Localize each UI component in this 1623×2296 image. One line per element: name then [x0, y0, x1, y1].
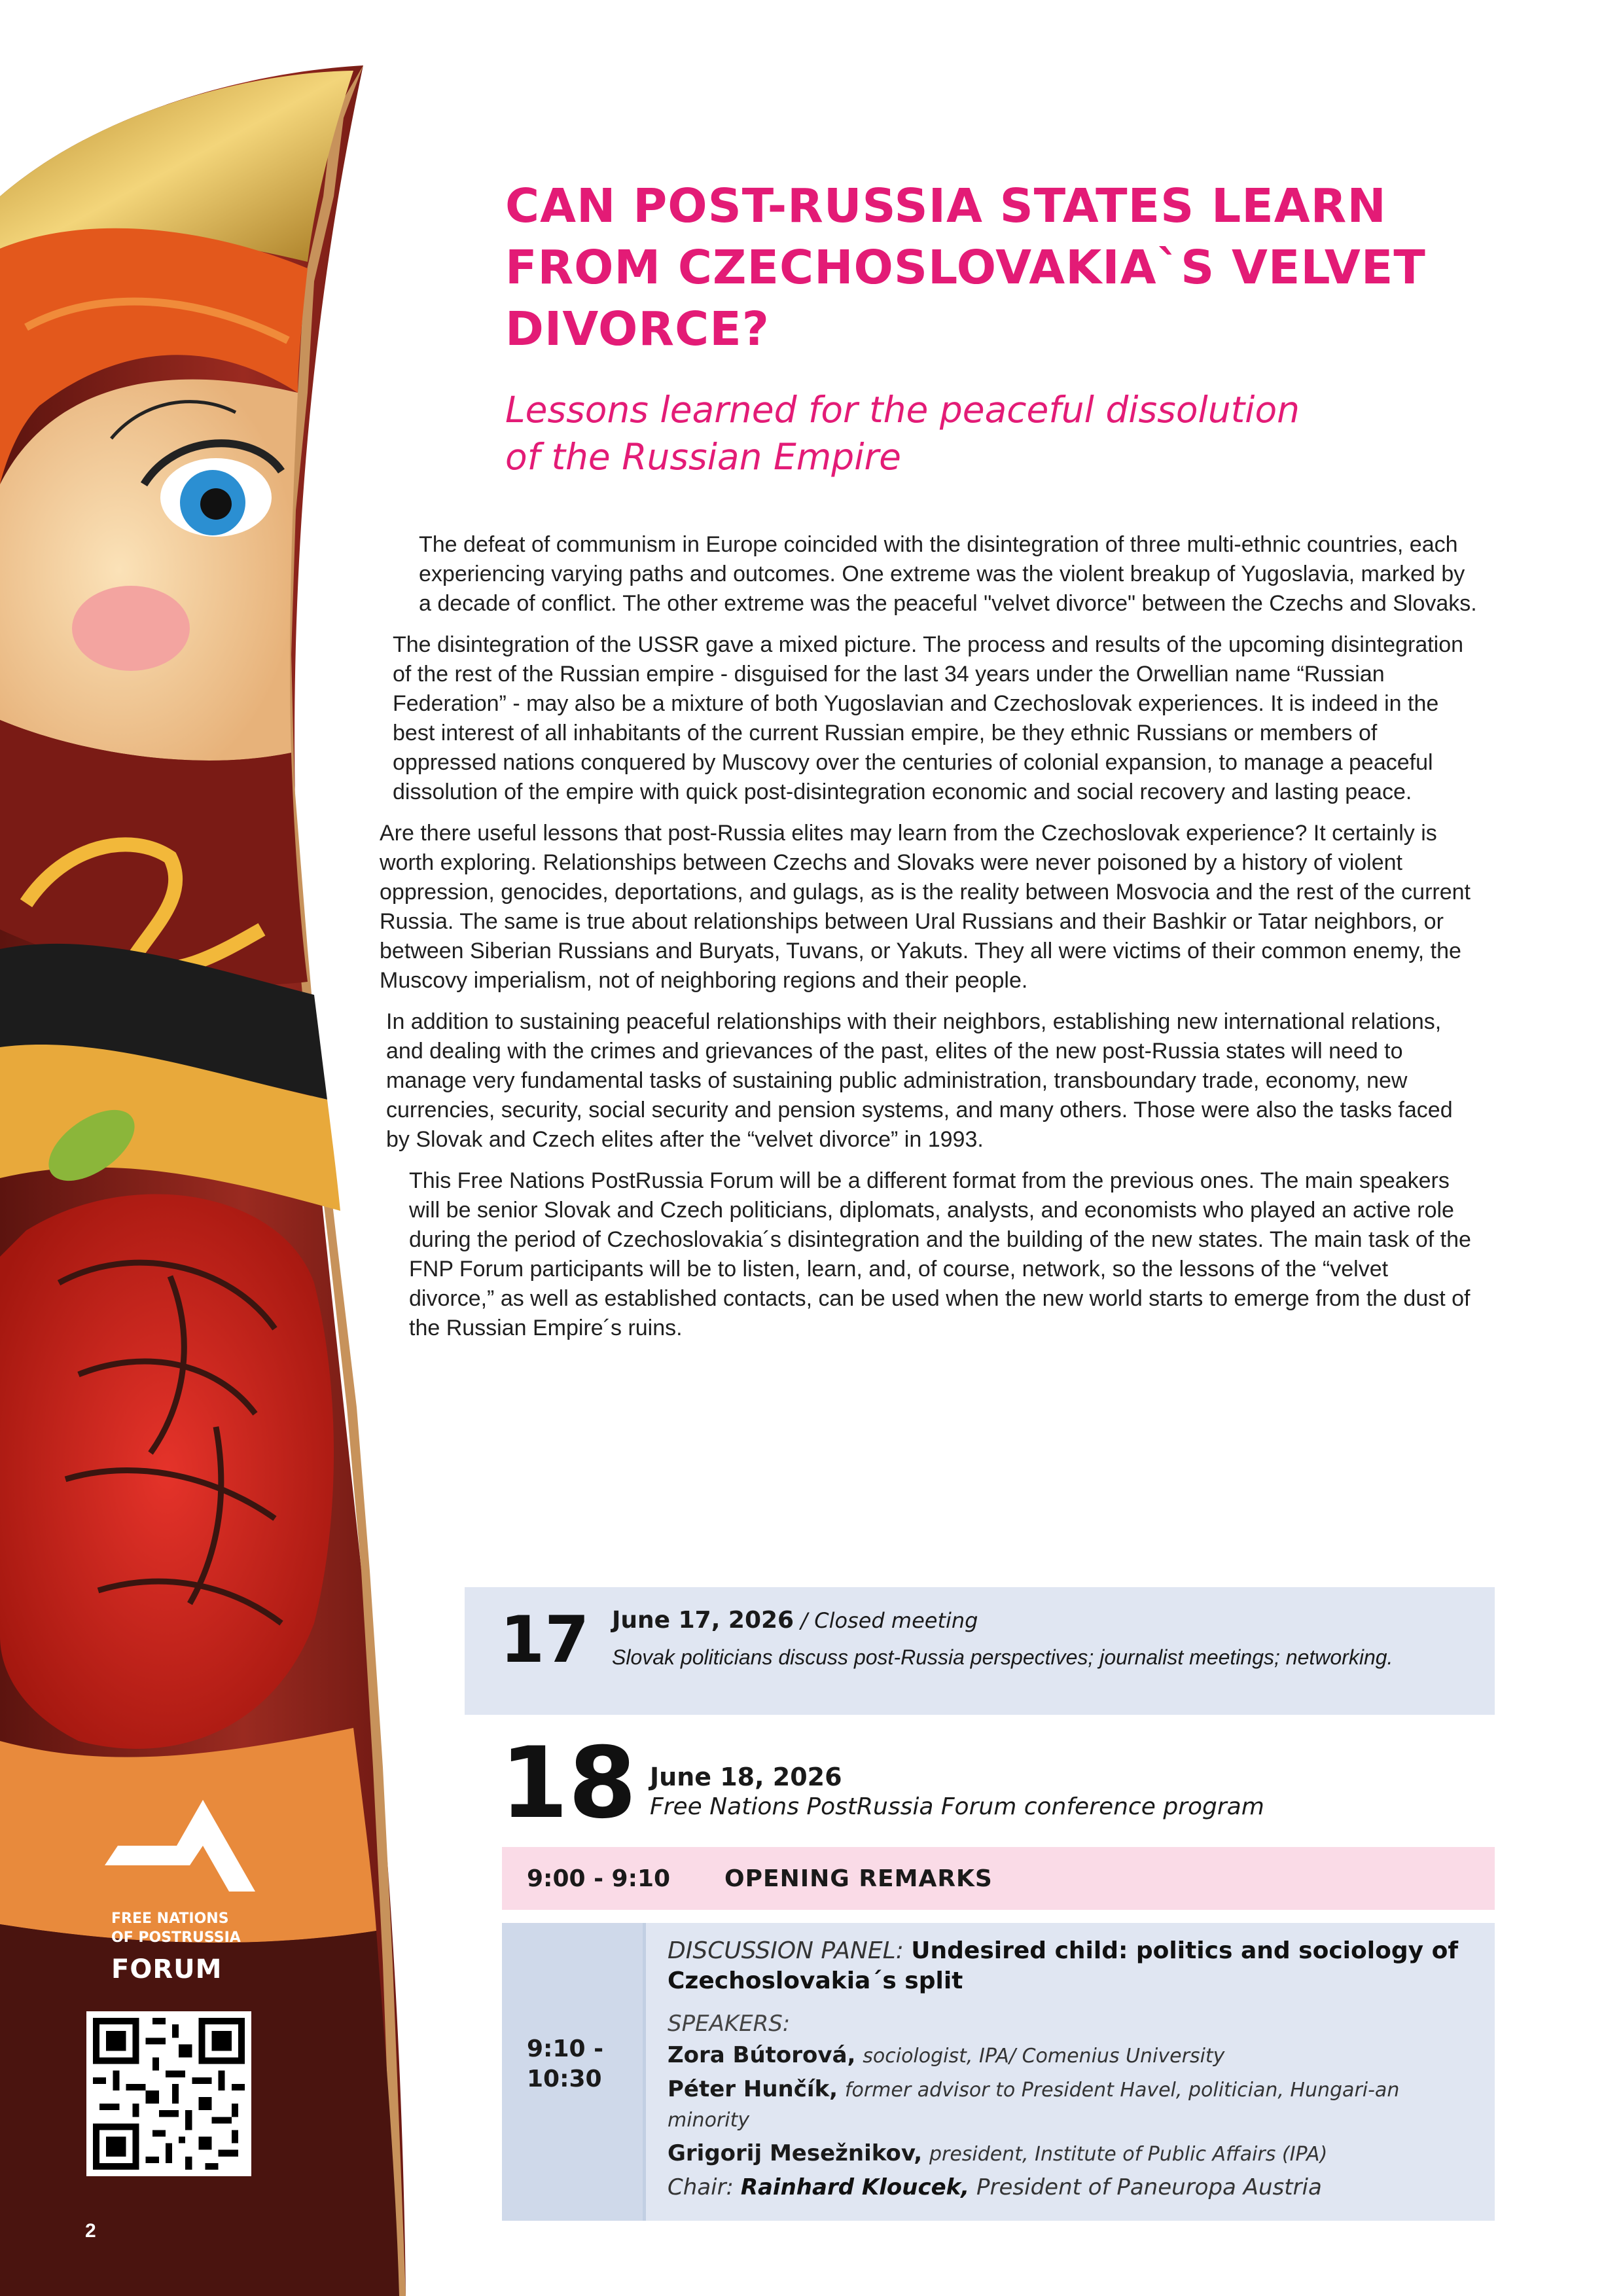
speaker-role: former advisor to President Havel, politician, Hungari-an minority — [668, 2079, 1400, 2132]
logo-line-3: FORUM — [111, 1954, 223, 1985]
opening-remarks-row — [502, 1847, 1495, 1910]
discussion-panel-row — [502, 1923, 1495, 2221]
day-18-description: Free Nations PostRussia Forum conference program — [650, 1793, 1264, 1820]
opening-label: OPENING REMARKS — [724, 1865, 993, 1892]
paragraph: The defeat of communism in Europe coincided with the disintegration of three multi-ethnic countries, each experiencing varying paths and outcomes. One extreme was the violent breakup of Yugoslavia, marked by a decade of conflict. The other extreme was the peaceful "velvet divorce" between the Czechs and Slovaks. — [419, 532, 1477, 616]
panel-title: Undesired child: politics and sociology of Czechoslovakia´s split — [668, 1937, 1458, 1994]
panel-time — [527, 2034, 603, 2094]
chair-label: Chair: — [668, 2174, 741, 2200]
day-17-date-line — [612, 1607, 978, 1634]
opening-time: 9:00 - 9:10 — [527, 1865, 671, 1892]
speaker-name: Péter Hunčík, — [668, 2076, 838, 2102]
subtitle-line-1: Lessons learned for the peaceful dissolution — [505, 389, 1300, 431]
speaker-name: Zora Bútorová, — [668, 2042, 856, 2068]
panel-prefix: DISCUSSION PANEL: — [668, 1937, 912, 1964]
qr-code-icon[interactable] — [86, 2011, 251, 2176]
day-17-date: June 17, 2026 — [612, 1607, 794, 1634]
intro-text — [380, 530, 1479, 1355]
speakers-heading: SPEAKERS: — [668, 2011, 791, 2037]
logo-line-1: FREE NATIONS — [111, 1910, 229, 1927]
paragraph: This Free Nations PostRussia Forum will be a different format from the previous ones. The main speakers will be senior Slovak and Czech politicians, diplomats, analysts, and economists who played an active role during the period of Czechoslovakia´s disintegration and the building of the new states. The main task of the FNP Forum participants will be to listen, learn, and, of course, network, so the lessons of the “velvet divorce,” as well as established contacts, can be used when the new world starts to emerge from the dust of the Russian Empire´s ruins. — [409, 1168, 1471, 1340]
page-subtitle — [505, 386, 1487, 480]
date-separator: / — [794, 1608, 815, 1633]
speaker-role: sociologist, IPA/ Comenius University — [863, 2045, 1225, 2068]
day-17-type: Closed meeting — [814, 1608, 978, 1633]
speaker-item — [668, 2139, 1466, 2169]
panel-time-end: 10:30 — [527, 2066, 602, 2092]
logo-line-2: OF POSTRUSSIA — [111, 1929, 241, 1946]
fnp-forum-logo-icon — [105, 1793, 275, 1905]
paragraph: Are there useful lessons that post-Russia elites may learn from the Czechoslovak experience? It certainly is worth exploring. Relationships between Czechs and Slovaks were never poisoned by a history of violent oppression, genocides, deportations, and gulags, as is the reality between Mosvocia and the rest of the current Russia. The same is true about relationships between Ural Russians and their Bashkir or Tatar neighbors, or between Siberian Russians and Buryats, Tuvans, or Yakuts. They all were victims of their common enemy, the Muscovy imperialism, not of neighboring regions and their people. — [380, 821, 1471, 993]
page-title: CAN POST-RUSSIA STATES LEARN FROM CZECHOSLOVAKIA`S VELVET DIVORCE? — [505, 179, 1426, 356]
paragraph: The disintegration of the USSR gave a mixed picture. The process and results of the upcoming disintegration of the rest of the Russian empire - disguised for the last 34 years under the Orwellian name “Russian Federation” - may also be a mixture of both Yugoslavian and Czechoslovak experiences. It is indeed in the best interest of all inhabitants of the current Russian empire, be they ethnic Russians or members of oppressed nations conquered by Muscovy over the centuries of colonial expansion, to manage a peaceful dissolution of the empire with quick post-disintegration economic and social recovery and lasting peace. — [393, 632, 1464, 804]
day-17-box — [465, 1587, 1495, 1715]
subtitle-line-2: of the Russian Empire — [505, 436, 901, 478]
speaker-role: president, Institute of Public Affairs (IPA) — [929, 2143, 1328, 2166]
speaker-item — [668, 2041, 1466, 2071]
panel-time-start: 9:10 - — [527, 2036, 604, 2062]
page-number: 2 — [85, 2220, 96, 2242]
speaker-name: Grigorij Mesežnikov, — [668, 2140, 923, 2166]
day-18-date: June 18, 2026 — [650, 1763, 842, 1791]
paragraph: In addition to sustaining peaceful relationships with their neighbors, establishing new international relations, and dealing with the crimes and grievances of the past, elites of the new post-Russia states will need to manage very fundamental tasks of sustaining public administration, transboundary trade, economy, new currencies, security, social security and pension systems, and many others. Those were also the tasks faced by Slovak and Czech elites after the “velvet divorce” in 1993. — [386, 1009, 1453, 1152]
panel-heading — [668, 1936, 1466, 1996]
panel-divider — [643, 1923, 646, 2221]
day-17-number: 17 — [500, 1603, 590, 1677]
speaker-item — [668, 2075, 1466, 2135]
chair-name: Rainhard Kloucek, — [740, 2174, 970, 2200]
chair-role: President of Paneuropa Austria — [976, 2174, 1322, 2200]
day-17-description: Slovak politicians discuss post-Russia perspectives; journalist meetings; networking. — [612, 1645, 1393, 1669]
panel-chair — [668, 2173, 1466, 2202]
fnp-forum-logo-text — [111, 1910, 241, 1986]
panel-content — [668, 1936, 1466, 2202]
day-18-number: 18 — [500, 1727, 637, 1840]
